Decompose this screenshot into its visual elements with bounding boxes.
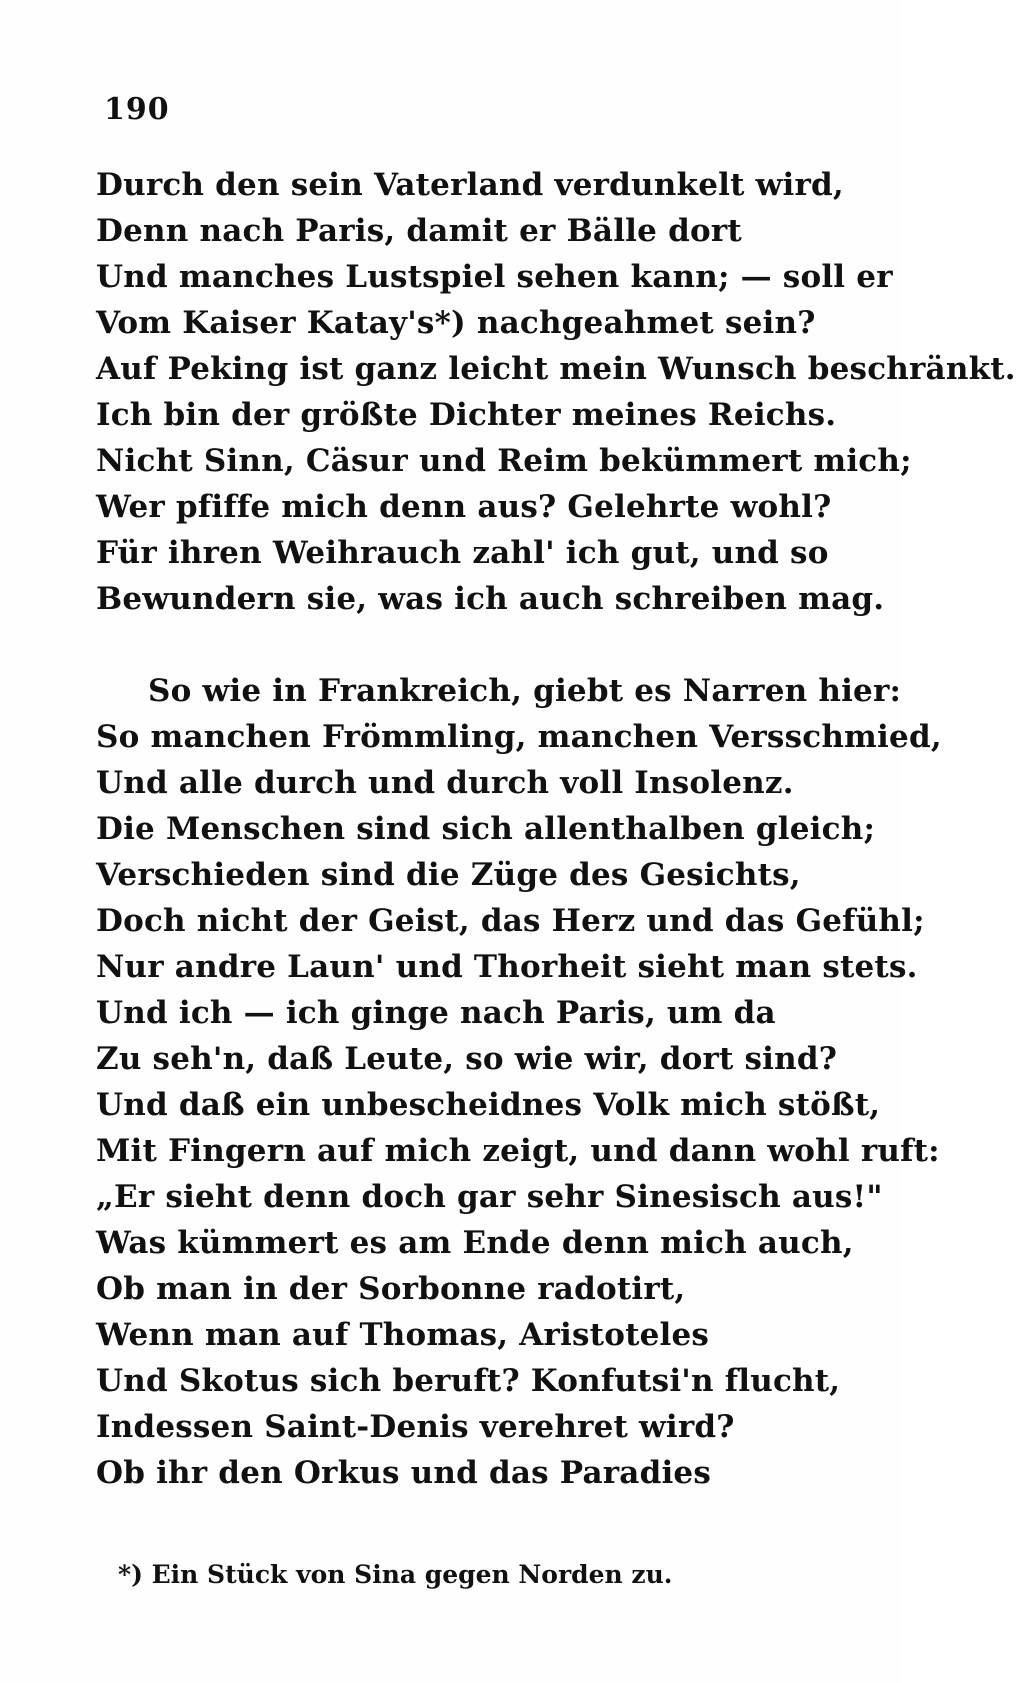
verse-line: Und manches Lustspiel sehen kann; — soll er: [96, 259, 893, 295]
verse-line: Die Menschen sind sich allenthalben gleich;: [96, 811, 876, 847]
page-number: 190: [104, 92, 170, 127]
verse-line: Denn nach Paris, damit er Bälle dort: [96, 213, 742, 249]
verse-line: Zu seh'n, daß Leute, so wie wir, dort sind?: [96, 1041, 838, 1077]
verse-line: Nur andre Laun' und Thorheit sieht man stets.: [96, 949, 918, 985]
verse-line: Nicht Sinn, Cäsur und Reim bekümmert mich;: [96, 443, 912, 479]
footnote: *) Ein Stück von Sina gegen Norden zu.: [118, 1560, 673, 1589]
verse-line: Ich bin der größte Dichter meines Reichs.: [96, 397, 837, 433]
verse-line: Bewundern sie, was ich auch schreiben mag.: [96, 581, 885, 617]
verse-line: Wenn man auf Thomas, Aristoteles: [96, 1317, 710, 1353]
verse-line: Durch den sein Vaterland verdunkelt wird,: [96, 167, 844, 203]
verse-line: Auf Peking ist ganz leicht mein Wunsch beschränkt.: [96, 351, 1016, 387]
verse-line: Indessen Saint-Denis verehret wird?: [96, 1409, 735, 1445]
verse-line: Vom Kaiser Katay's*) nachgeahmet sein?: [96, 305, 816, 341]
verse-line: So wie in Frankreich, giebt es Narren hier:: [148, 673, 902, 709]
verse-line: Was kümmert es am Ende denn mich auch,: [96, 1225, 854, 1261]
verse-line: Wer pfiffe mich denn aus? Gelehrte wohl?: [96, 489, 832, 525]
verse-line: Doch nicht der Geist, das Herz und das Gefühl;: [96, 903, 925, 939]
verse-line: Verschieden sind die Züge des Gesichts,: [96, 857, 801, 893]
stanza-1: [96, 162, 1016, 622]
verse-line: „Er sieht denn doch gar sehr Sinesisch aus!": [96, 1179, 883, 1215]
verse-line: Und Skotus sich beruft? Konfutsi'n flucht,: [96, 1363, 841, 1399]
stanza-2: [96, 668, 942, 1496]
verse-line: Und daß ein unbescheidnes Volk mich stößt,: [96, 1087, 881, 1123]
verse-line: Ob ihr den Orkus und das Paradies: [96, 1455, 712, 1491]
verse-line: Ob man in der Sorbonne radotirt,: [96, 1271, 686, 1307]
verse-line: Für ihren Weihrauch zahl' ich gut, und so: [96, 535, 829, 571]
verse-line: So manchen Frömmling, manchen Versschmied,: [96, 719, 942, 755]
verse-line: Mit Fingern auf mich zeigt, und dann wohl ruft:: [96, 1133, 940, 1169]
verse-line: Und alle durch und durch voll Insolenz.: [96, 765, 794, 801]
verse-line: Und ich — ich ginge nach Paris, um da: [96, 995, 776, 1031]
